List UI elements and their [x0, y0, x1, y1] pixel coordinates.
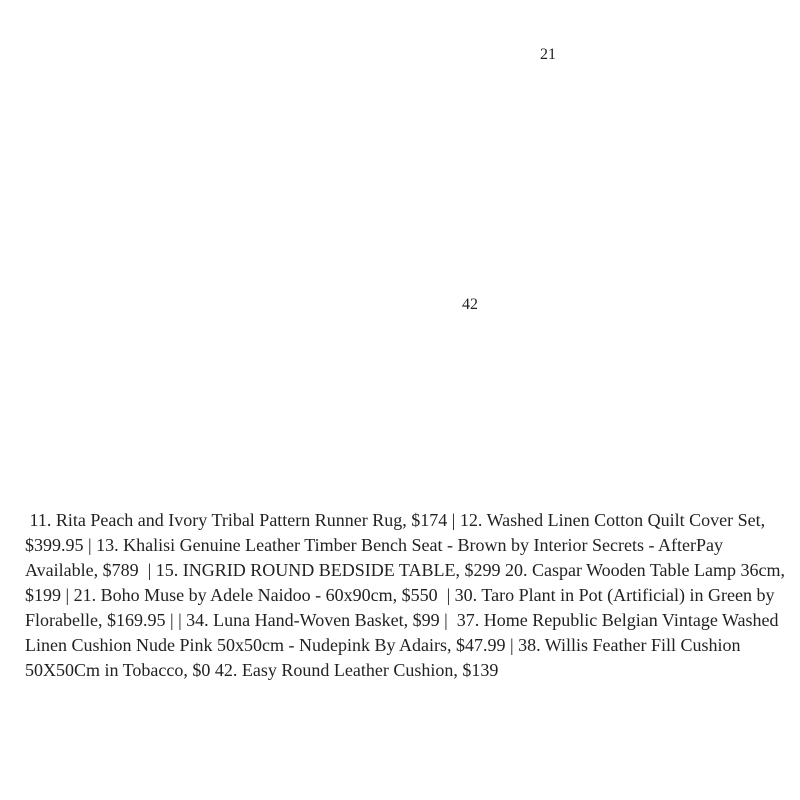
item-marker-21: 21 — [540, 46, 556, 63]
item-marker-42: 42 — [462, 296, 478, 313]
product-list-caption: 11. Rita Peach and Ivory Tribal Pattern Runner Rug, $174 | 12. Washed Linen Cotton Quilt Cover Set, $399.95 | 13. Khalisi Genuine Leather Timber Bench Seat - Brown by Interior Secrets - AfterPay Available, $789 | 15. INGRID ROUND BEDSIDE TABLE, $299 20. Caspar Wooden Table Lamp 36cm, $199 | 21. Boho Muse by Adele Naidoo - 60x90cm, $550 | 30. Taro Plant in Pot (Artificial) in Green by Florabelle, $169.95 | | 34. Luna Hand-Woven Basket, $99 | 37. Home Republic Belgian Vintage Washed Linen Cushion Nude Pink 50x50cm - Nudepink By Adairs, $47.99 | 38. Willis Feather Fill Cushion 50X50Cm in Tobacco, $0 42. Easy Round Leather Cushion, $139 — [25, 510, 790, 680]
